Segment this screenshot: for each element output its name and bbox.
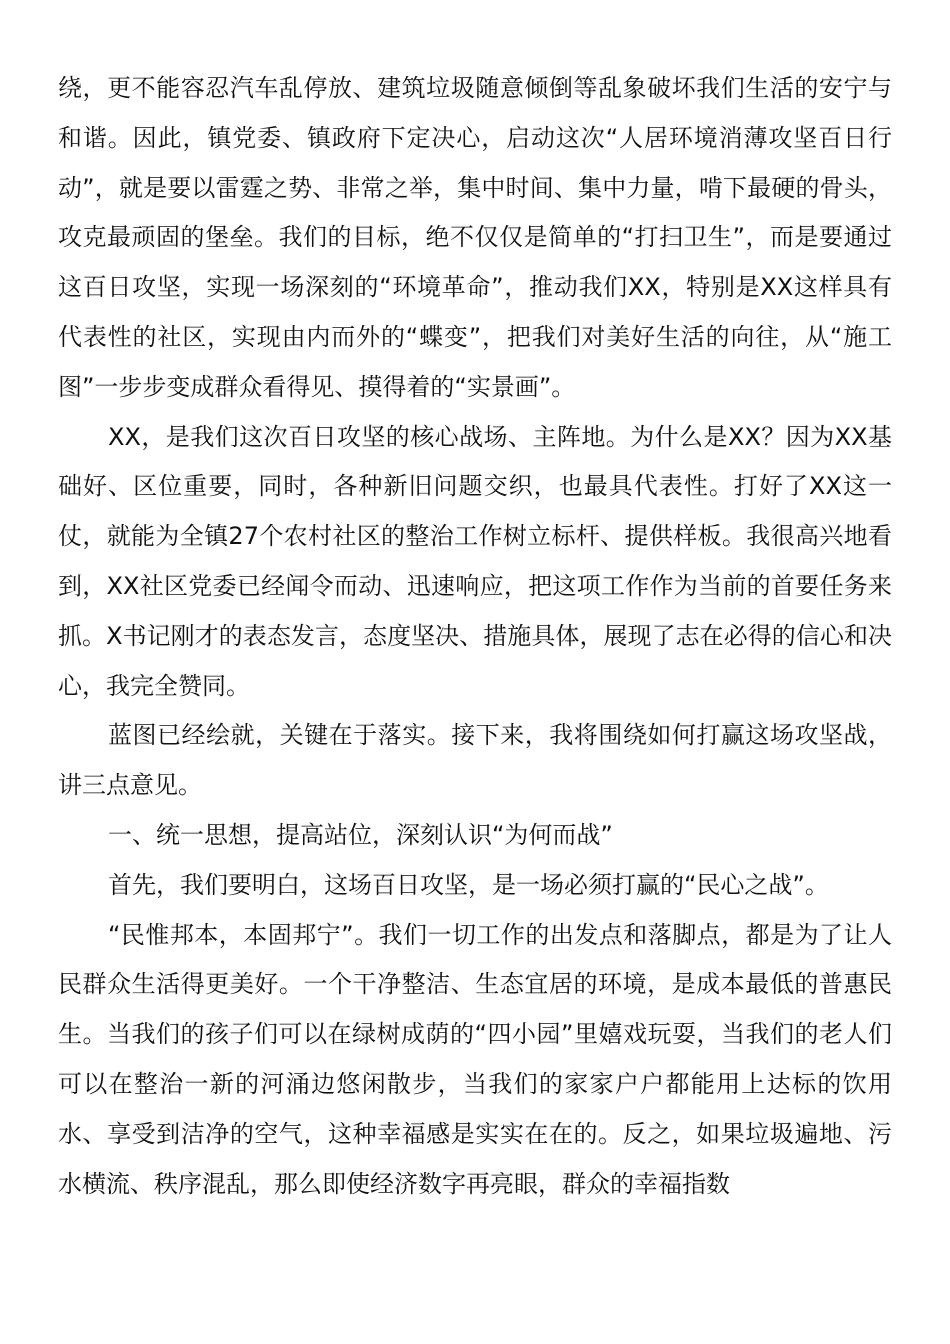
document-page <box>58 64 892 1209</box>
paragraph-core-battlefield: XX，是我们这次百日攻坚的核心战场、主阵地。为什么是XX？因为XX基础好、区位重要，同时，各种新旧问题交织，也最具代表性。打好了XX这一仗，就能为全镇27个农村社区的整治工作树立标杆、提供样板。我很高兴地看到，XX社区党委已经闻令而动、迅速响应，把这项工作作为当前的首要任务来抓。X书记刚才的表态发言，态度坚决、措施具体，展现了志在必得的信心和决心，我完全赞同。 <box>58 422 892 700</box>
paragraph-people-foundation: “民惟邦本，本固邦宁”。我们一切工作的出发点和落脚点，都是为了让人民群众生活得更美好。一个干净整洁、生态宜居的环境，是成本最低的普惠民生。当我们的孩子们可以在绿树成荫的“四小园”里嬉戏玩耍，当我们的老人们可以在整治一新的河涌边悠闲散步，当我们的家家户户都能用上达标的饮用水、享受到洁净的空气，这种幸福感是实实在在的。反之，如果垃圾遍地、污水横流、秩序混乱，那么即使经济数字再亮眼，群众的幸福指数 <box>58 920 892 1198</box>
paragraph-continuation: 绕，更不能容忍汽车乱停放、建筑垃圾随意倾倒等乱象破坏我们生活的安宁与和谐。因此，镇党委、镇政府下定决心，启动这次“人居环境消薄攻坚百日行动”，就是要以雷霆之势、非常之举，集中时间、集中力量，啃下最硬的骨头，攻克最顽固的堡垒。我们的目标，绝不仅仅是简单的“打扫卫生”，而是要通过这百日攻坚，实现一场深刻的“环境革命”，推动我们XX，特别是XX这样具有代表性的社区，实现由内而外的“蝶变”，把我们对美好生活的向往，从“施工图”一步步变成群众看得见、摸得着的“实景画”。 <box>58 74 892 401</box>
paragraph-hearts-battle: 首先，我们要明白，这场百日攻坚，是一场必须打赢的“民心之战”。 <box>108 870 829 899</box>
paragraph-three-points: 蓝图已经绘就，关键在于落实。接下来，我将围绕如何打赢这场攻坚战，讲三点意见。 <box>58 721 892 800</box>
section-heading-one: 一、统一思想，提高站位，深刻认识“为何而战” <box>108 820 613 849</box>
